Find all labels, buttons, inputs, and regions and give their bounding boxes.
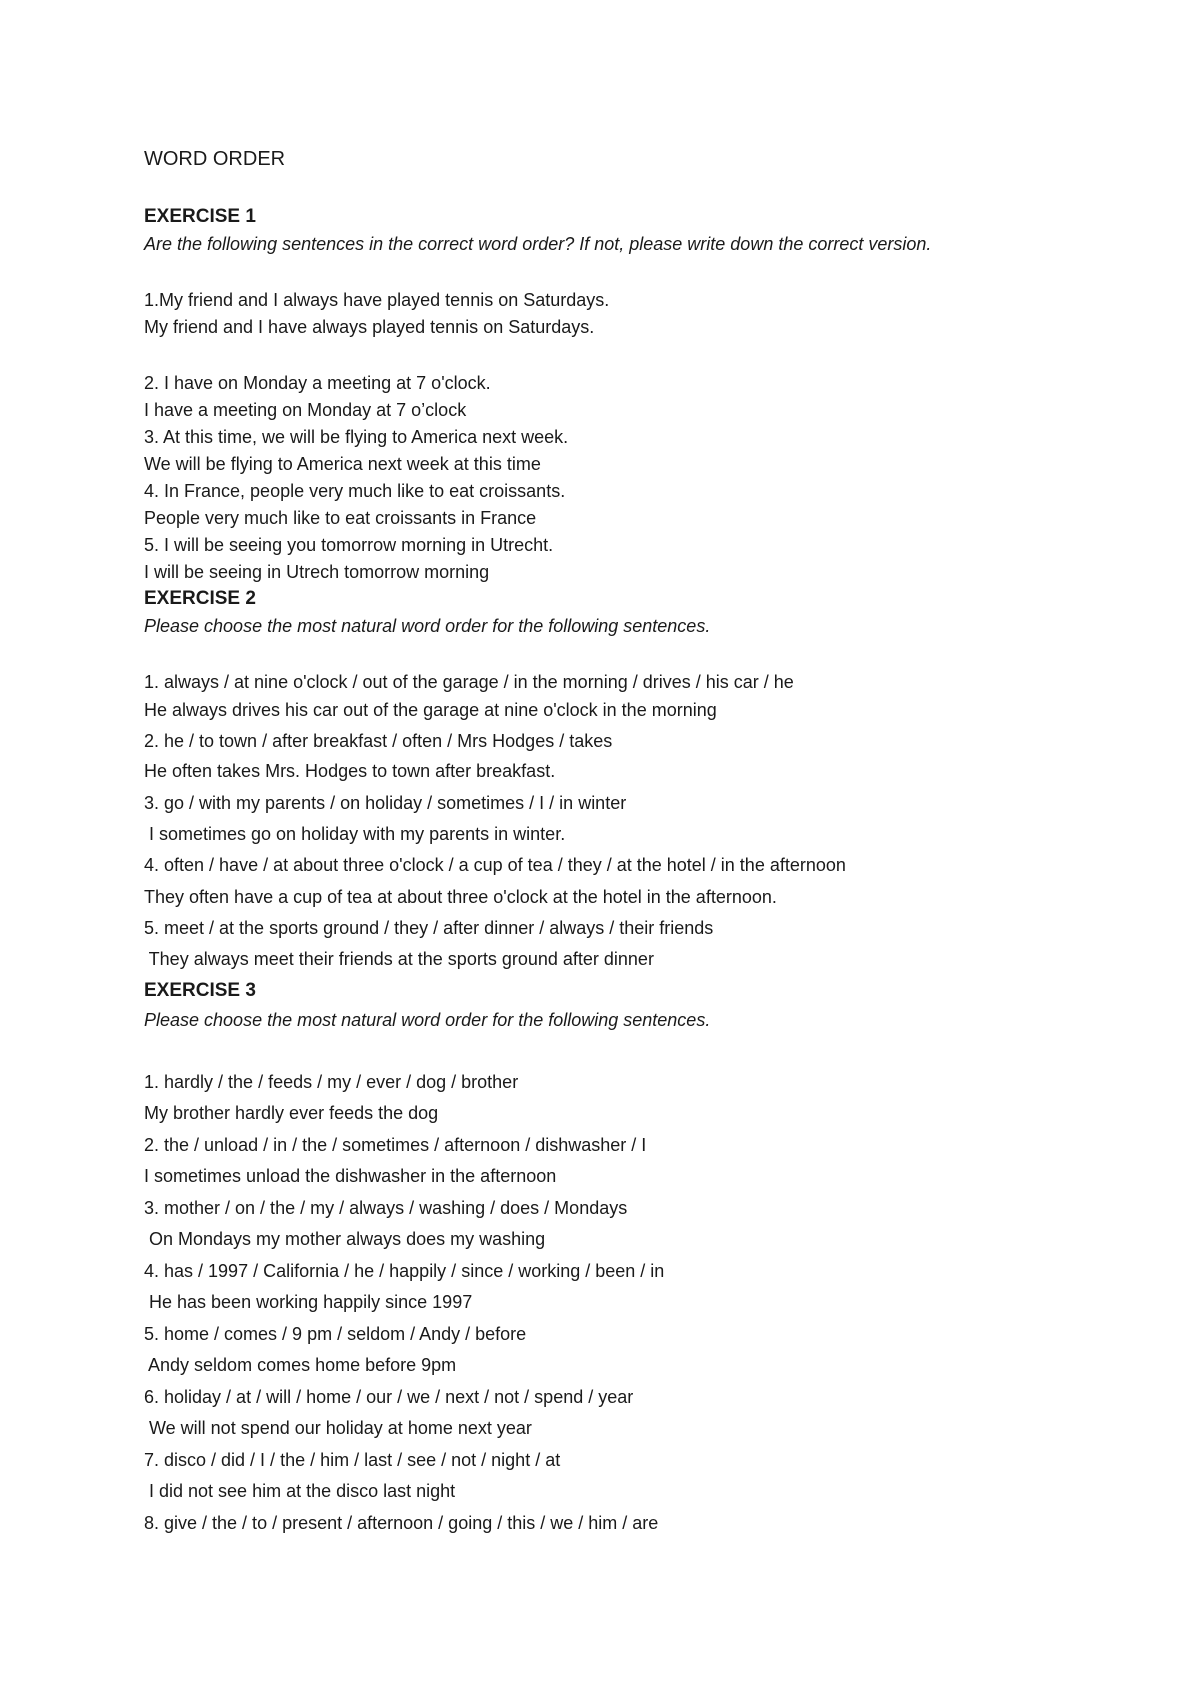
exercise-2-line: 3. go / with my parents / on holiday / sometimes / I / in winter: [144, 793, 627, 813]
exercise-2-instruction: Please choose the most natural word order for the following sentences.: [144, 616, 711, 636]
exercise-2-line: He always drives his car out of the garage at nine o'clock in the morning: [144, 700, 717, 720]
exercise-3-line: 6. holiday / at / will / home / our / we / next / not / spend / year: [144, 1387, 634, 1407]
exercise-3-line: 3. mother / on / the / my / always / washing / does / Mondays: [144, 1198, 628, 1218]
exercise-1-line: 1.My friend and I always have played tennis on Saturdays.: [144, 290, 610, 310]
exercise-3-line: 5. home / comes / 9 pm / seldom / Andy / before: [144, 1324, 527, 1344]
exercise-2-line: 5. meet / at the sports ground / they / after dinner / always / their friends: [144, 918, 714, 938]
exercise-2-line: He often takes Mrs. Hodges to town after breakfast.: [144, 761, 556, 781]
exercise-2-heading: EXERCISE 2: [144, 588, 256, 609]
exercise-1-line: 5. I will be seeing you tomorrow morning in Utrecht.: [144, 535, 554, 555]
exercise-3-line: He has been working happily since 1997: [144, 1292, 473, 1312]
document-title: WORD ORDER: [144, 148, 286, 170]
exercise-1-line: 2. I have on Monday a meeting at 7 o'clock.: [144, 373, 491, 393]
exercise-3-line: 1. hardly / the / feeds / my / ever / dog / brother: [144, 1072, 519, 1092]
exercise-2-line: I sometimes go on holiday with my parents in winter.: [144, 824, 566, 844]
exercise-3-line: 4. has / 1997 / California / he / happily / since / working / been / in: [144, 1261, 665, 1281]
exercise-3-line: On Mondays my mother always does my washing: [144, 1229, 546, 1249]
exercise-1-line: 4. In France, people very much like to eat croissants.: [144, 481, 566, 501]
exercise-2-line: 2. he / to town / after breakfast / often / Mrs Hodges / takes: [144, 731, 613, 751]
exercise-2-line: They always meet their friends at the sports ground after dinner: [144, 949, 654, 969]
exercise-3-line: 8. give / the / to / present / afternoon / going / this / we / him / are: [144, 1513, 659, 1533]
exercise-1-line: We will be flying to America next week at this time: [144, 454, 541, 474]
exercise-3-line: I sometimes unload the dishwasher in the afternoon: [144, 1166, 557, 1186]
exercise-1-line: I will be seeing in Utrech tomorrow morning: [144, 562, 490, 582]
exercise-3-line: 2. the / unload / in / the / sometimes / afternoon / dishwasher / I: [144, 1135, 647, 1155]
exercise-3-line: I did not see him at the disco last night: [144, 1481, 456, 1501]
exercise-3-line: We will not spend our holiday at home next year: [144, 1418, 532, 1438]
exercise-2-line: 4. often / have / at about three o'clock / a cup of tea / they / at the hotel / in the afternoon: [144, 855, 846, 875]
exercise-2-line: 1. always / at nine o'clock / out of the garage / in the morning / drives / his car / he: [144, 672, 794, 692]
exercise-1-line: I have a meeting on Monday at 7 o’clock: [144, 400, 467, 420]
exercise-1-line: My friend and I have always played tennis on Saturdays.: [144, 317, 595, 337]
exercise-3-line: Andy seldom comes home before 9pm: [144, 1355, 457, 1375]
exercise-1-instruction: Are the following sentences in the correct word order? If not, please write down the correct version.: [144, 234, 932, 254]
exercise-3-line: 7. disco / did / I / the / him / last / see / not / night / at: [144, 1450, 561, 1470]
exercise-1-line: People very much like to eat croissants in France: [144, 508, 537, 528]
exercise-3-line: My brother hardly ever feeds the dog: [144, 1103, 439, 1123]
exercise-2-line: They often have a cup of tea at about three o'clock at the hotel in the afternoon.: [144, 887, 777, 907]
exercise-3-heading: EXERCISE 3: [144, 980, 256, 1001]
exercise-1-heading: EXERCISE 1: [144, 206, 256, 227]
exercise-3-instruction: Please choose the most natural word order for the following sentences.: [144, 1010, 711, 1030]
exercise-1-line: 3. At this time, we will be flying to America next week.: [144, 427, 569, 447]
